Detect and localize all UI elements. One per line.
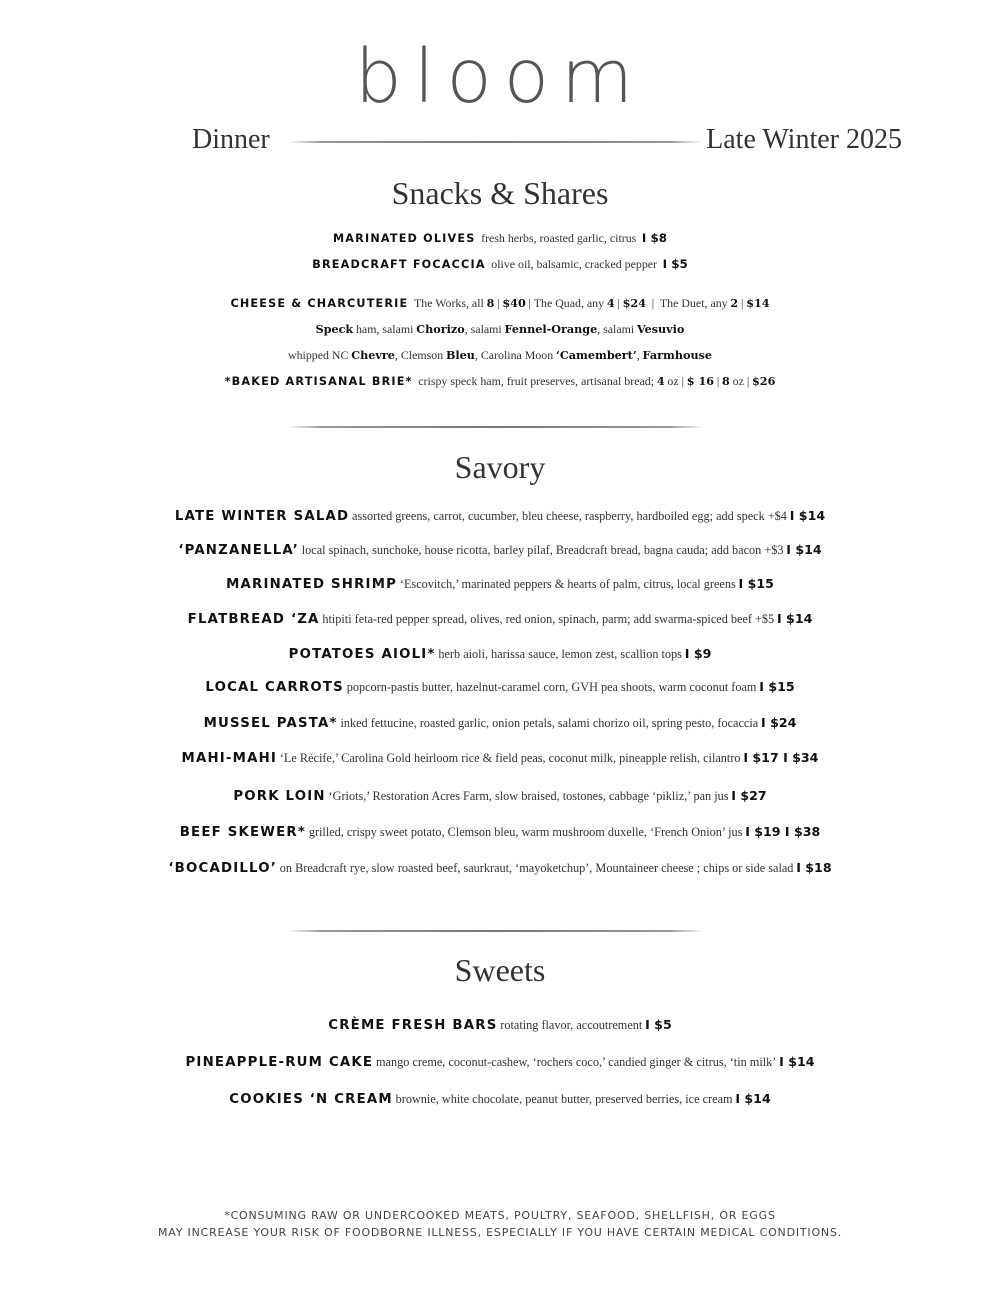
size-4: 4: [656, 374, 665, 388]
item-desc: popcorn-pastis butter, hazelnut-caramel corn, GVH pea shoots, warm coconut foam: [346, 680, 757, 694]
item-desc: mango creme, coconut-cashew, ‘rochers coco,’ candied ginger & citrus, ‘tin milk’: [375, 1055, 777, 1069]
item-name: PINEAPPLE-RUM CAKE: [185, 1055, 374, 1070]
size-unit: oz |: [732, 374, 750, 388]
price-8oz: $26: [752, 374, 776, 388]
menu-item-cheese: CHEESE & CHARCUTERIE The Works, all 8 | $40 | The Quad, any 4 | $24 | The Duet, any 2 | $14: [230, 296, 770, 310]
menu-item: [0, 788, 1000, 804]
section-title-savory: Savory: [454, 449, 546, 485]
item-name: LOCAL CARROTS: [205, 680, 344, 695]
item-desc: brownie, white chocolate, peanut butter, preserved berries, ice cream: [395, 1092, 733, 1106]
logo: bloom: [354, 34, 646, 120]
menu-item-brie: *BAKED ARTISANAL BRIE* crispy speck ham, fruit preserves, artisanal bread; 4 oz | $ 16 | 8 oz | $26: [224, 374, 776, 388]
menu-item: [0, 646, 1000, 662]
item-desc: ‘Griots,’ Restoration Acres Farm, slow braised, tostones, cabbage ‘pikliz,’ pan jus: [328, 789, 729, 803]
item-price: I $14: [735, 1091, 771, 1106]
item-price: I $24: [761, 715, 797, 730]
item-desc: crispy speck ham, fruit preserves, artisanal bread;: [418, 374, 655, 388]
item-name: LATE WINTER SALAD: [174, 509, 350, 524]
item-name: MARINATED SHRIMP: [226, 577, 398, 592]
menu-item: [0, 1091, 1000, 1107]
works-price: $40: [502, 296, 526, 310]
farmhouse: Farmhouse: [642, 348, 712, 362]
works-count: 8: [486, 296, 495, 310]
item-price: I $18: [796, 860, 832, 875]
item-desc: local spinach, sunchoke, house ricotta, barley pilaf, Breadcraft bread, bagna cauda; add bacon +$3: [301, 543, 784, 557]
item-desc: grilled, crispy sweet potato, Clemson bleu, warm mushroom duxelle, ‘French Onion’ jus: [308, 825, 743, 839]
item-name: CHEESE & CHARCUTERIE: [230, 297, 409, 310]
item-price: I $8: [641, 231, 668, 245]
item-name: ‘PANZANELLA’: [178, 543, 299, 558]
season-label: Late Winter 2025: [706, 124, 902, 155]
charcuterie-list: [0, 322, 1000, 337]
item-name: CRÈME FRESH BARS: [328, 1018, 498, 1033]
item-price: I $14: [786, 542, 822, 557]
item-price: I $27: [731, 788, 767, 803]
quad-label: The Quad, any: [533, 296, 605, 310]
charcuterie-text: ham, salami: [355, 322, 414, 336]
fennel-orange: Fennel-Orange: [504, 322, 598, 336]
meal-label: Dinner: [192, 124, 270, 155]
camembert: ‘Camembert’: [556, 348, 637, 362]
menu-item: [0, 542, 1000, 558]
section-title-sweets: Sweets: [454, 952, 546, 988]
item-name: MARINATED OLIVES: [332, 232, 476, 245]
duet-label: The Duet, any: [659, 296, 728, 310]
item-name: MUSSEL PASTA*: [203, 716, 338, 731]
menu-item: [0, 860, 1000, 876]
item-desc: olive oil, balsamic, cracked pepper: [491, 257, 658, 271]
item-price: I $14: [789, 508, 826, 523]
duet-count: 2: [730, 296, 739, 310]
item-price: I $15: [738, 576, 774, 591]
item-name: ‘BOCADILLO’: [168, 861, 277, 876]
menu-item: [0, 508, 1000, 524]
item-name: BREADCRAFT FOCACCIA: [312, 258, 486, 271]
item-desc: ‘Le Récife,’ Carolina Gold heirloom rice & field peas, coconut milk, pineapple relish, cilantro: [279, 751, 741, 765]
item-price: I $15: [759, 679, 795, 694]
item-desc: rotating flavor, accoutrement: [500, 1018, 643, 1032]
item-price: I $5: [662, 257, 688, 271]
item-name: BEEF SKEWER*: [179, 825, 307, 840]
item-name: *BAKED ARTISANAL BRIE*: [224, 375, 413, 388]
menu-item: [0, 1017, 1000, 1033]
menu-item-olives: [0, 231, 1000, 246]
charcuterie-text: , salami: [464, 322, 502, 336]
charcuterie-text: , salami: [597, 322, 635, 336]
item-price: I $14: [776, 611, 813, 626]
item-name: MAHI-MAHI: [181, 751, 278, 766]
menu-item: [0, 611, 1000, 627]
item-price: I $9: [684, 646, 712, 661]
cheese-text: whipped NC: [288, 348, 349, 362]
speck: Speck: [315, 322, 354, 336]
footer-disclaimer-2: MAY INCREASE YOUR RISK OF FOODBORNE ILLNESS, ESPECIALLY IF YOU HAVE CERTAIN MEDICAL CONDITIONS.: [157, 1226, 843, 1239]
section-divider: [288, 930, 703, 932]
item-price: I $5: [645, 1017, 672, 1032]
cheese-list: [0, 348, 1000, 363]
item-price: I $17 I $34: [743, 750, 819, 765]
item-name: POTATOES AIOLI*: [288, 647, 436, 662]
duet-price: $14: [746, 296, 770, 310]
vesuvio: Vesuvio: [636, 322, 685, 336]
chorizo: Chorizo: [416, 322, 465, 336]
menu-item-focaccia: [0, 257, 1000, 272]
item-desc: fresh herbs, roasted garlic, citrus: [481, 231, 637, 245]
cheese-text: ,: [636, 348, 640, 362]
quad-price: $24: [622, 296, 646, 310]
size-unit: oz |: [667, 374, 684, 388]
section-title-snacks: Snacks & Shares: [391, 175, 609, 211]
item-desc: ‘Escovitch,’ marinated peppers & hearts of palm, citrus, local greens: [399, 577, 736, 591]
bleu: Bleu: [445, 348, 475, 362]
item-name: FLATBREAD ‘ZA: [187, 612, 320, 627]
item-price: I $14: [779, 1054, 815, 1069]
cheese-text: , Clemson: [394, 348, 444, 362]
item-desc: htipiti feta-red pepper spread, olives, red onion, spinach, parm; add swarma-spiced beef +$5: [322, 612, 775, 626]
section-divider: [288, 426, 703, 428]
menu-item: [0, 715, 1000, 731]
item-desc: assorted greens, carrot, cucumber, bleu cheese, raspberry, hardboiled egg; add speck +$4: [352, 509, 787, 523]
item-name: PORK LOIN: [233, 789, 326, 804]
menu-item: [0, 576, 1000, 592]
menu-item: [0, 824, 1000, 840]
item-desc: herb aioli, harissa sauce, lemon zest, scallion tops: [438, 647, 682, 661]
price-4oz: $ 16: [686, 374, 715, 388]
works-label: The Works, all: [413, 296, 484, 310]
menu-item: [0, 750, 1000, 766]
menu-item: [0, 1054, 1000, 1070]
item-name: COOKIES ‘N CREAM: [229, 1092, 393, 1107]
item-desc: inked fettucine, roasted garlic, onion petals, salami chorizo oil, spring pesto, focaccia: [340, 716, 759, 730]
item-desc: on Breadcraft rye, slow roasted beef, saurkraut, ‘mayoketchup’, Mountaineer cheese ; chips or side salad: [279, 861, 794, 875]
menu-item: [0, 679, 1000, 695]
chevre: Chevre: [351, 348, 395, 362]
quad-count: 4: [606, 296, 615, 310]
header-divider: [288, 141, 703, 143]
item-price: I $19 I $38: [745, 824, 821, 839]
size-8: 8: [722, 374, 730, 388]
cheese-text: , Carolina Moon: [474, 348, 554, 362]
footer-disclaimer-1: *CONSUMING RAW OR UNDERCOOKED MEATS, POULTRY, SEAFOOD, SHELLFISH, OR EGGS: [224, 1209, 776, 1222]
